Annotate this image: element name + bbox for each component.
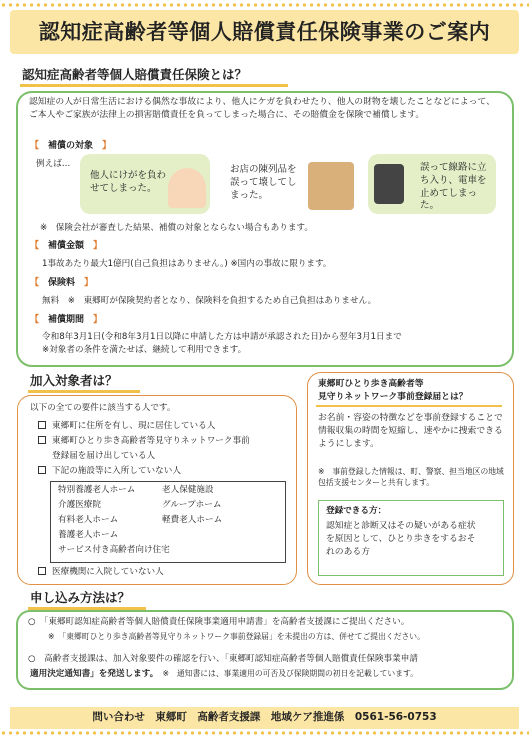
page-title: 認知症高齢者等個人賠償責任保険事業のご案内 bbox=[38, 19, 491, 44]
facility-4: グループホーム bbox=[162, 500, 222, 510]
example-card-store bbox=[226, 154, 358, 214]
example-prefix: 例えば… bbox=[36, 159, 71, 169]
section1-underline bbox=[20, 84, 288, 87]
title-banner bbox=[10, 10, 519, 54]
period-text-1: 令和8年3月1日(令和8年3月1日以降に申請した方は申請が承認された日)から翌年3月1日まで bbox=[42, 332, 402, 342]
eligibility-item-1: 東郷町に住所を有し、現に居住している人 bbox=[38, 420, 215, 432]
sidebar-body: お名前・容姿の特徴などを事前登録することで情報収集の時間を短縮し、速やかに捜索できるようにします。 bbox=[318, 413, 503, 449]
period-text-2: ※対象者の条件を満たせば、継続して利用できます。 bbox=[42, 345, 247, 355]
example-card-railway bbox=[368, 154, 496, 214]
injury-illustration bbox=[168, 168, 206, 208]
section2-heading: 加入対象者は？ bbox=[30, 373, 118, 388]
contact-footer: 問い合わせ 東郷町 高齢者支援課 地域ケア推進係 0561-56-0753 bbox=[10, 707, 519, 729]
railway-crossing-illustration bbox=[374, 164, 404, 204]
registrant-label: 登録できる方： bbox=[326, 506, 387, 516]
application-item-1: ○ 「東郷町認知症高齢者等個人賠償責任保険事業適用申請書」を高齢者支援課にご提出ください。 bbox=[28, 617, 410, 627]
period-label: 【 補償期間 】 bbox=[30, 315, 103, 325]
sidebar-note: ※ 事前登録した情報は、町、警察、担当地区の地域包括支援センターと共有します。 bbox=[318, 467, 504, 488]
fee-label: 【 保険料 】 bbox=[30, 278, 94, 288]
sidebar-heading-2: 見守りネットワーク事前登録届とは？ bbox=[318, 392, 468, 402]
coverage-label: 【 補償の対象 】 bbox=[30, 141, 112, 151]
bottom-dot-border bbox=[0, 730, 529, 736]
eligibility-item-2: 東郷町ひとり歩き高齢者等見守りネットワーク事前 bbox=[38, 435, 286, 447]
eligibility-item-2-cont: 登録届を届け出している人 bbox=[52, 451, 156, 461]
facility-6: 軽費老人ホーム bbox=[162, 515, 223, 525]
example-text-injury: 他人にけがを負わせてしまった。 bbox=[90, 170, 167, 194]
sidebar-underline bbox=[316, 405, 502, 407]
checkbox-icon bbox=[38, 421, 46, 429]
checkbox-icon bbox=[38, 436, 46, 444]
facility-1: 特別養護老人ホーム bbox=[58, 485, 136, 495]
facility-3: 介護医療院 bbox=[58, 500, 101, 510]
example-card-injury bbox=[80, 154, 210, 214]
checkbox-icon bbox=[38, 466, 46, 474]
eligibility-intro: 以下の全ての要件に該当する人です。 bbox=[30, 403, 176, 413]
coverage-note: ※ 保険会社が審査した結果、補償の対象とならない場合もあります。 bbox=[40, 223, 313, 233]
facility-2: 老人保健施設 bbox=[162, 485, 214, 495]
eligibility-item-3: 下記の施設等に入所していない人 bbox=[38, 465, 181, 477]
fee-text: 無料 ※ 東郷町が保険契約者となり、保険料を負担するため自己負担はありません。 bbox=[42, 296, 377, 306]
application-item-2: ○ 高齢者支援課は、加入対象要件の確認を行い、「東郷町認知症高齢者等個人賠償責任保険事業申請 bbox=[28, 654, 418, 664]
insurance-intro: 認知症の人が日常生活における偶然な事故により、他人にケガを負わせたり、他人の財物を壊したことなどによって、ご本人やご家族が法律上の損害賠償責任を負ってしまった場合に、その賠償金を保険で補償します。 bbox=[29, 97, 495, 120]
top-dot-border bbox=[0, 2, 529, 8]
facility-8: サービス付き高齢者向け住宅 bbox=[58, 545, 170, 555]
application-item-2-cont: 適用決定通知書」を発送します。 ※ 通知書には、事業適用の可否及び保険期間の初日を記載しています。 bbox=[30, 669, 418, 679]
eligibility-item-4: 医療機関に入院していない人 bbox=[38, 566, 164, 578]
amount-text: 1事故あたり最大1億円(自己負担はありません。) ※国内の事故に限ります。 bbox=[42, 259, 332, 269]
sidebar-heading-1: 東郷町ひとり歩き高齢者等 bbox=[318, 379, 424, 389]
registrant-body: 認知症と診断又はその疑いがある症状を原因として、ひとり歩きをするおそれのある方 bbox=[326, 521, 476, 557]
section1-heading: 認知症高齢者等個人賠償責任保険とは？ bbox=[22, 67, 248, 82]
checkbox-icon bbox=[38, 567, 46, 575]
amount-label: 【 補償金額 】 bbox=[30, 241, 103, 251]
example-text-store: お店の陳列品を誤って壊してしまった。 bbox=[230, 164, 297, 201]
facility-7: 養護老人ホーム bbox=[58, 530, 119, 540]
store-illustration bbox=[308, 162, 354, 210]
application-note-1: ※ 「東郷町ひとり歩き高齢者等見守りネットワーク事前登録届」を未提出の方は、併せてご提出ください。 bbox=[48, 632, 425, 641]
section2-underline bbox=[28, 390, 140, 393]
section3-heading: 申し込み方法は？ bbox=[30, 590, 131, 605]
example-text-railway: 誤って線路に立ち入り、電車を止めてしまった。 bbox=[420, 162, 487, 212]
facility-5: 有料老人ホーム bbox=[58, 515, 119, 525]
